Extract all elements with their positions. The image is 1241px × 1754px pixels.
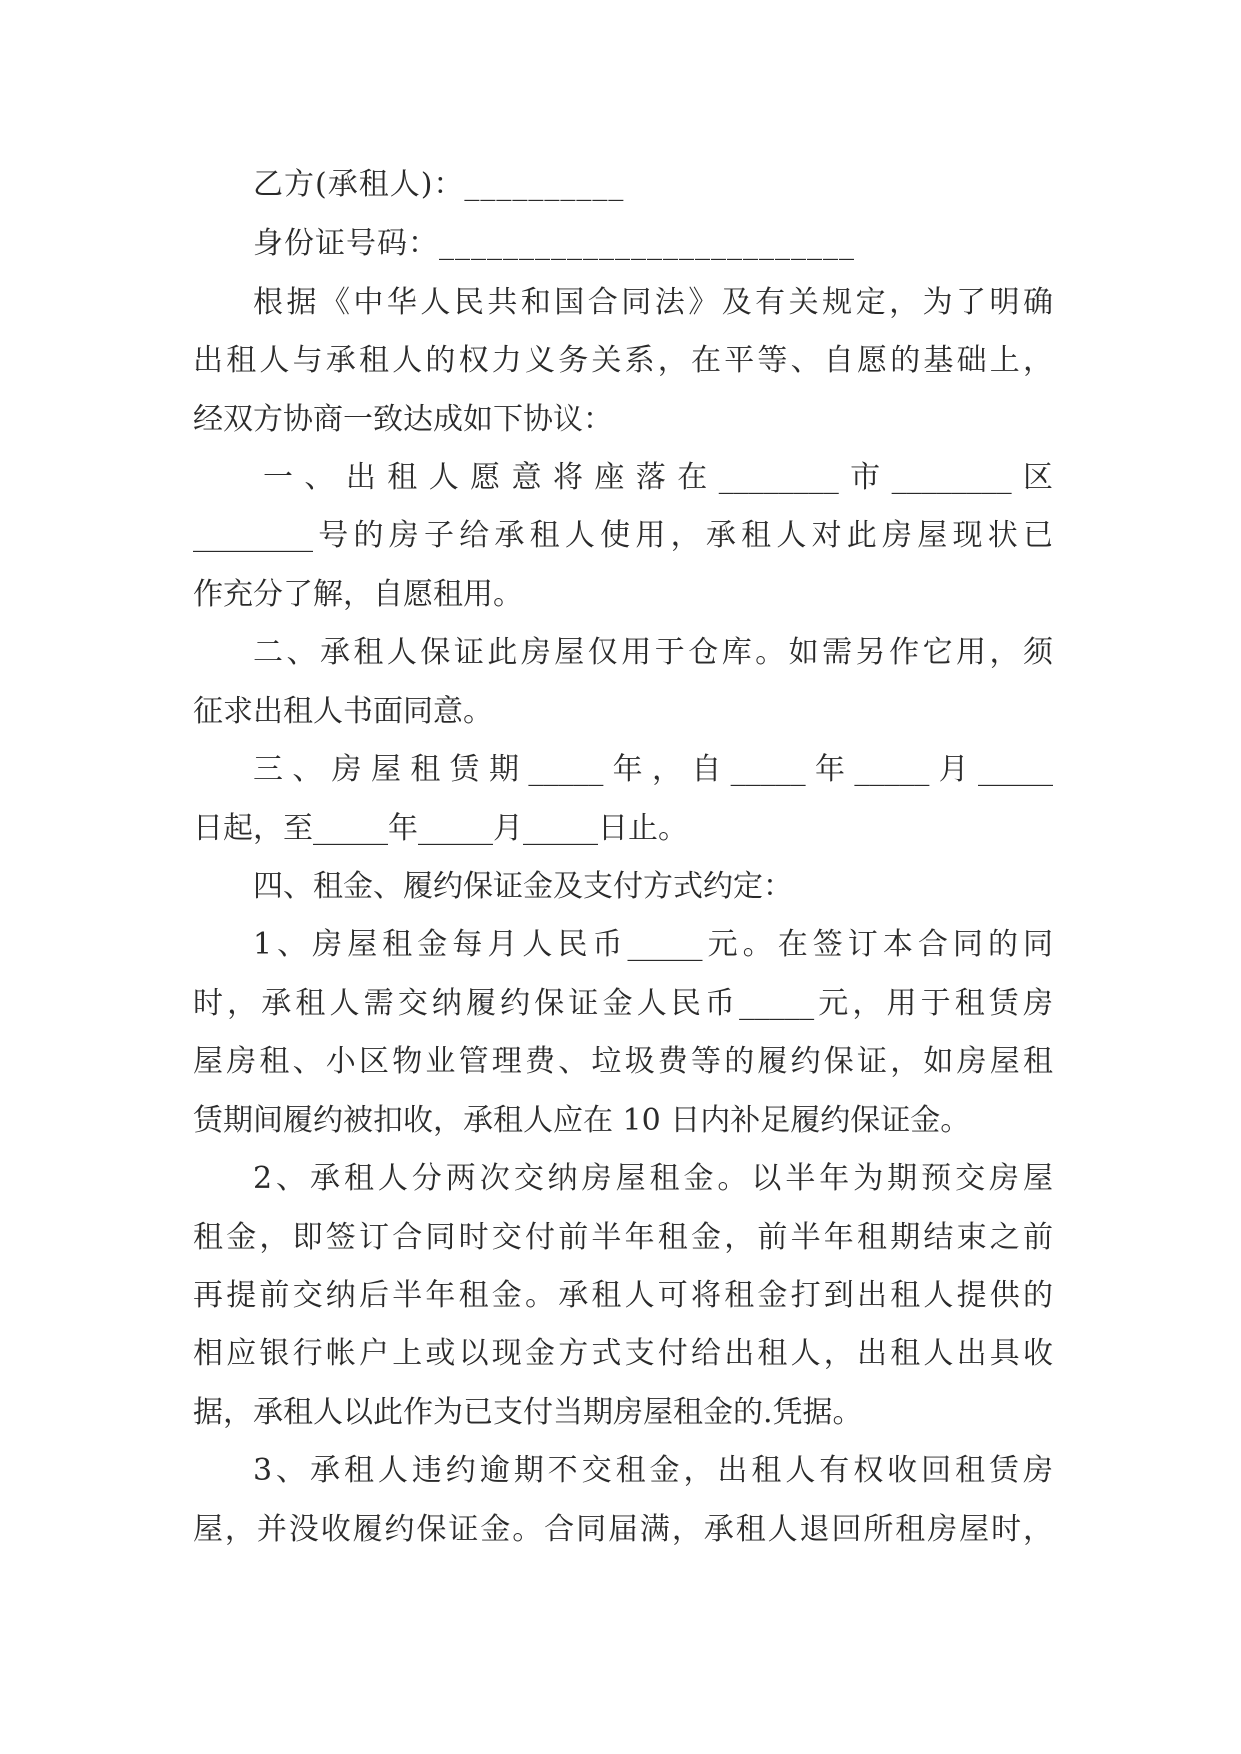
- paragraph-line: 根据《中华人民共和国合同法》及有关规定，为了明确: [253, 285, 1053, 320]
- id-number-line: 身份证号码：__________________________: [253, 226, 855, 261]
- clause-2-line: 二、承租人保证此房屋仅用于仓库。如需另作它用，须: [253, 635, 1053, 670]
- party-b-line: 乙方(承租人)：__________: [253, 167, 625, 202]
- clause-3-line: 三、房屋租赁期_____年，自_____年_____月_____: [253, 752, 1053, 787]
- paragraph-line: 征求出租人书面同意。: [193, 694, 493, 729]
- paragraph-line: 作充分了解，自愿租用。: [193, 577, 523, 612]
- paragraph-line: 日起，至_____年_____月_____日止。: [193, 811, 688, 846]
- sub-clause-1-line: 1、房屋租金每月人民币_____元。在签订本合同的同: [253, 927, 1053, 962]
- paragraph-line: 经双方协商一致达成如下协议：: [193, 402, 613, 437]
- paragraph-line: 赁期间履约被扣收，承租人应在 10 日内补足履约保证金。: [193, 1103, 971, 1138]
- paragraph-line: 据，承租人以此作为已支付当期房屋租金的.凭据。: [193, 1395, 863, 1430]
- clause-1-line: 一、出租人愿意将座落在________市________区: [263, 460, 1053, 495]
- paragraph-line: 时，承租人需交纳履约保证金人民币_____元，用于租赁房: [193, 986, 1053, 1021]
- paragraph-line: 相应银行帐户上或以现金方式支付给出租人，出租人出具收: [193, 1336, 1053, 1371]
- paragraph-line: 屋，并没收履约保证金。合同届满，承租人退回所租房屋时，: [193, 1512, 1053, 1547]
- paragraph-line: 屋房租、小区物业管理费、垃圾费等的履约保证，如房屋租: [193, 1044, 1053, 1079]
- sub-clause-3-line: 3、承租人违约逾期不交租金，出租人有权收回租赁房: [253, 1453, 1053, 1488]
- paragraph-line: 出租人与承租人的权力义务关系，在平等、自愿的基础上，: [193, 343, 1053, 378]
- sub-clause-2-line: 2、承租人分两次交纳房屋租金。以半年为期预交房屋: [253, 1161, 1053, 1196]
- paragraph-line: ________号的房子给承租人使用，承租人对此房屋现状已: [193, 518, 1053, 553]
- paragraph-line: 再提前交纳后半年租金。承租人可将租金打到出租人提供的: [193, 1278, 1053, 1313]
- paragraph-line: 租金，即签订合同时交付前半年租金，前半年租期结束之前: [193, 1220, 1053, 1255]
- clause-4-heading: 四、租金、履约保证金及支付方式约定：: [253, 869, 793, 904]
